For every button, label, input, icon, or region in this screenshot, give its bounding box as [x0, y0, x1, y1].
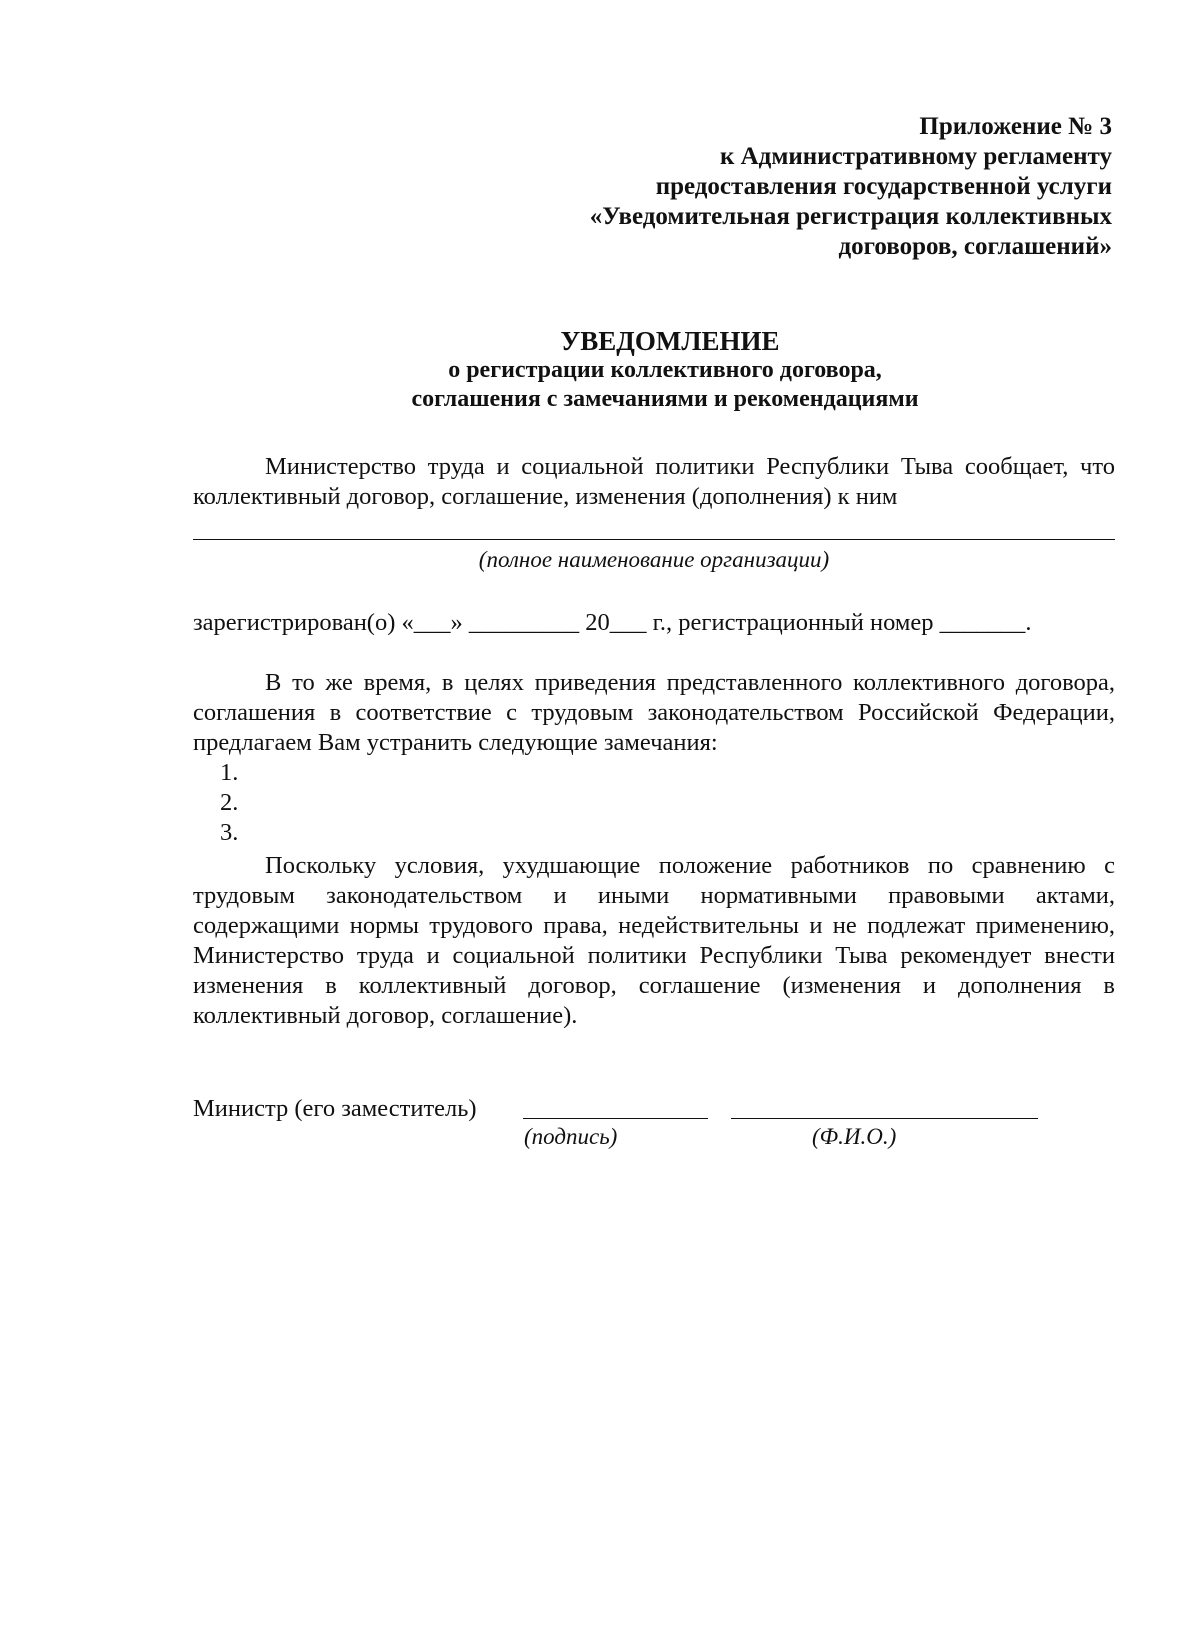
full-name-field-line	[731, 1118, 1038, 1119]
full-name-caption: (Ф.И.О.)	[812, 1124, 897, 1149]
appendix-line-4: «Уведомительная регистрация коллективных	[589, 203, 1112, 230]
signature-label: Министр (его заместитель)	[193, 1095, 477, 1122]
appendix-line-3: предоставления государственной услуги	[655, 173, 1112, 200]
remarks-list	[220, 758, 238, 848]
title-subtitle-line-2: соглашения с замечаниями и рекомендациями	[411, 386, 919, 412]
signature-caption: (подпись)	[524, 1124, 618, 1149]
signature-field-line	[523, 1118, 708, 1119]
document-title	[190, 326, 1120, 414]
recommendation-paragraph: Поскольку условия, ухудшающие положение работников по сравнению с трудовым законодательством и иными нормативными правовыми актами, содержащими нормы трудового права, недействительны и не подлежат применению, Министерство труда и социальной политики Республики Тыва рекомендует внести изменения в коллективный договор, соглашение (изменения и дополнения в коллективный договор, соглашение).	[193, 852, 1115, 1029]
title-subtitle-line-1: о регистрации коллективного договора,	[448, 357, 882, 383]
list-item: 3.	[220, 819, 239, 846]
appendix-line-5: договоров, соглашений»	[838, 233, 1112, 260]
intro-paragraph: Министерство труда и социальной политики Республики Тыва сообщает, что коллективный договор, соглашение, изменения (дополнения) к ним	[193, 453, 1115, 510]
organization-name-field-line	[193, 539, 1115, 540]
organization-name-caption: (полное наименование организации)	[478, 547, 830, 572]
appendix-header	[590, 112, 1112, 262]
registration-line: зарегистрирован(о) «___» _________ 20___ г., регистрационный номер _______.	[193, 609, 1032, 636]
appendix-line-1: Приложение № 3	[919, 113, 1112, 140]
list-item: 1.	[220, 759, 239, 786]
list-item: 2.	[220, 789, 239, 816]
title-main: УВЕДОМЛЕНИЕ	[560, 326, 780, 356]
appendix-line-2: к Административному регламенту	[719, 143, 1112, 170]
remarks-intro-paragraph: В то же время, в целях приведения представленного коллективного договора, соглашения в соответствие с трудовым законодательством Российской Федерации, предлагаем Вам устранить следующие замечания:	[193, 669, 1115, 756]
